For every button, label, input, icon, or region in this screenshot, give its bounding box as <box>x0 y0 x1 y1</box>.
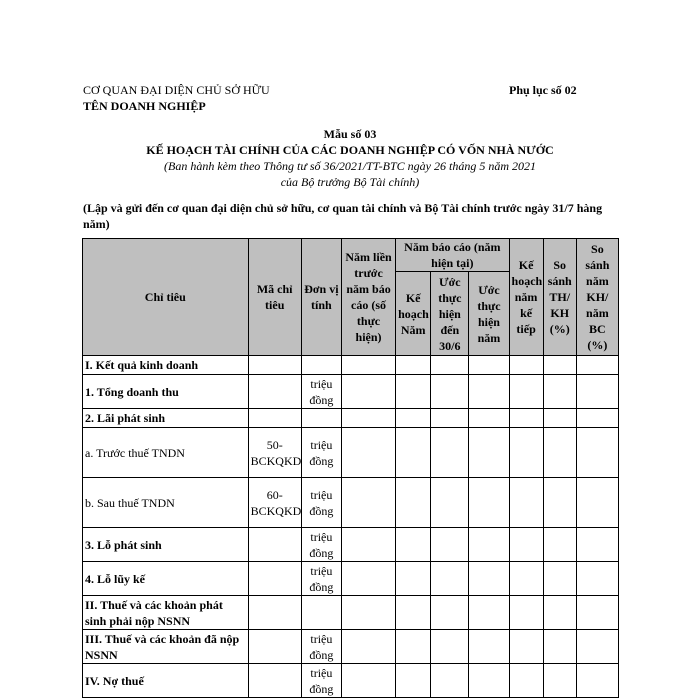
row-code <box>248 375 301 409</box>
row-label: III. Thuế và các khoản đã nộp NSNN <box>83 630 249 664</box>
table-row <box>83 528 619 562</box>
row-unit: triệu đồng <box>301 375 341 409</box>
row-code <box>248 409 301 428</box>
row-code <box>248 630 301 664</box>
row-unit <box>301 409 341 428</box>
row-unit: triệu đồng <box>301 630 341 664</box>
issued-line-2: của Bộ trưởng Bộ Tài chính) <box>280 175 420 189</box>
row-label: 1. Tổng doanh thu <box>83 375 249 409</box>
company-name: TÊN DOANH NGHIỆP <box>83 99 206 113</box>
row-code <box>248 562 301 596</box>
table-row <box>83 562 619 596</box>
row-code <box>248 596 301 630</box>
appendix-label: Phụ lục số 02 <box>509 83 577 97</box>
row-label: IV. Nợ thuế <box>83 664 249 698</box>
header-estimate-h1: Ước thực hiện đến 30/6 <box>431 272 469 356</box>
financial-plan-table <box>82 238 619 698</box>
row-code <box>248 664 301 698</box>
row-code <box>248 356 301 375</box>
row-code: 60-BCKQKD <box>248 478 301 528</box>
header-next-plan: Kế hoạch năm kế tiếp <box>509 239 543 356</box>
header-code: Mã chỉ tiêu <box>248 239 301 356</box>
row-label: II. Thuế và các khoản phát sinh phải nộp NSNN <box>83 596 249 630</box>
table-row <box>83 478 619 528</box>
table-row <box>83 409 619 428</box>
issued-line-1: (Ban hành kèm theo Thông tư số 36/2021/TT-BTC ngày 26 tháng 5 năm 2021 <box>164 159 536 173</box>
agency-name: CƠ QUAN ĐẠI DIỆN CHỦ SỞ HỮU <box>83 83 270 97</box>
row-label: 4. Lỗ lũy kế <box>83 562 249 596</box>
form-number: Mẫu số 03 <box>323 127 377 141</box>
header-plan: Kế hoạch Năm <box>396 272 431 356</box>
row-label: a. Trước thuế TNDN <box>83 428 249 478</box>
row-unit <box>301 356 341 375</box>
header-report-year: Năm báo cáo (năm hiện tại) <box>396 239 509 272</box>
header-unit: Đơn vị tính <box>301 239 341 356</box>
row-unit: triệu đồng <box>301 478 341 528</box>
row-label: I. Kết quả kinh doanh <box>83 356 249 375</box>
row-unit: triệu đồng <box>301 562 341 596</box>
header-estimate-year: Ước thực hiện năm <box>469 272 509 356</box>
row-unit: triệu đồng <box>301 664 341 698</box>
row-unit: triệu đồng <box>301 428 341 478</box>
row-unit: triệu đồng <box>301 528 341 562</box>
row-label: b. Sau thuế TNDN <box>83 478 249 528</box>
document-title: KẾ HOẠCH TÀI CHÍNH CỦA CÁC DOANH NGHIỆP CÓ VỐN NHÀ NƯỚC <box>146 143 554 157</box>
header-prior-year: Năm liền trước năm báo cáo (số thực hiện) <box>341 239 395 356</box>
row-code <box>248 528 301 562</box>
header-compare-kh-bc: So sánh năm KH/ năm BC (%) <box>576 239 618 356</box>
header-indicator: Chỉ tiêu <box>83 239 249 356</box>
table-row <box>83 664 619 698</box>
row-code: 50-BCKQKD <box>248 428 301 478</box>
row-label: 3. Lỗ phát sinh <box>83 528 249 562</box>
row-label: 2. Lãi phát sinh <box>83 409 249 428</box>
table-row <box>83 375 619 409</box>
submission-note: (Lập và gửi đến cơ quan đại diện chủ sở hữu, cơ quan tài chính và Bộ Tài chính trước ngày 31/7 hàng năm) <box>83 201 603 231</box>
table-row <box>83 630 619 664</box>
header-left <box>83 82 270 114</box>
table-row <box>83 356 619 375</box>
header-compare-th-kh: So sánh TH/ KH (%) <box>543 239 576 356</box>
table-row <box>83 596 619 630</box>
row-unit <box>301 596 341 630</box>
table-row <box>83 428 619 478</box>
title-block <box>0 126 700 190</box>
